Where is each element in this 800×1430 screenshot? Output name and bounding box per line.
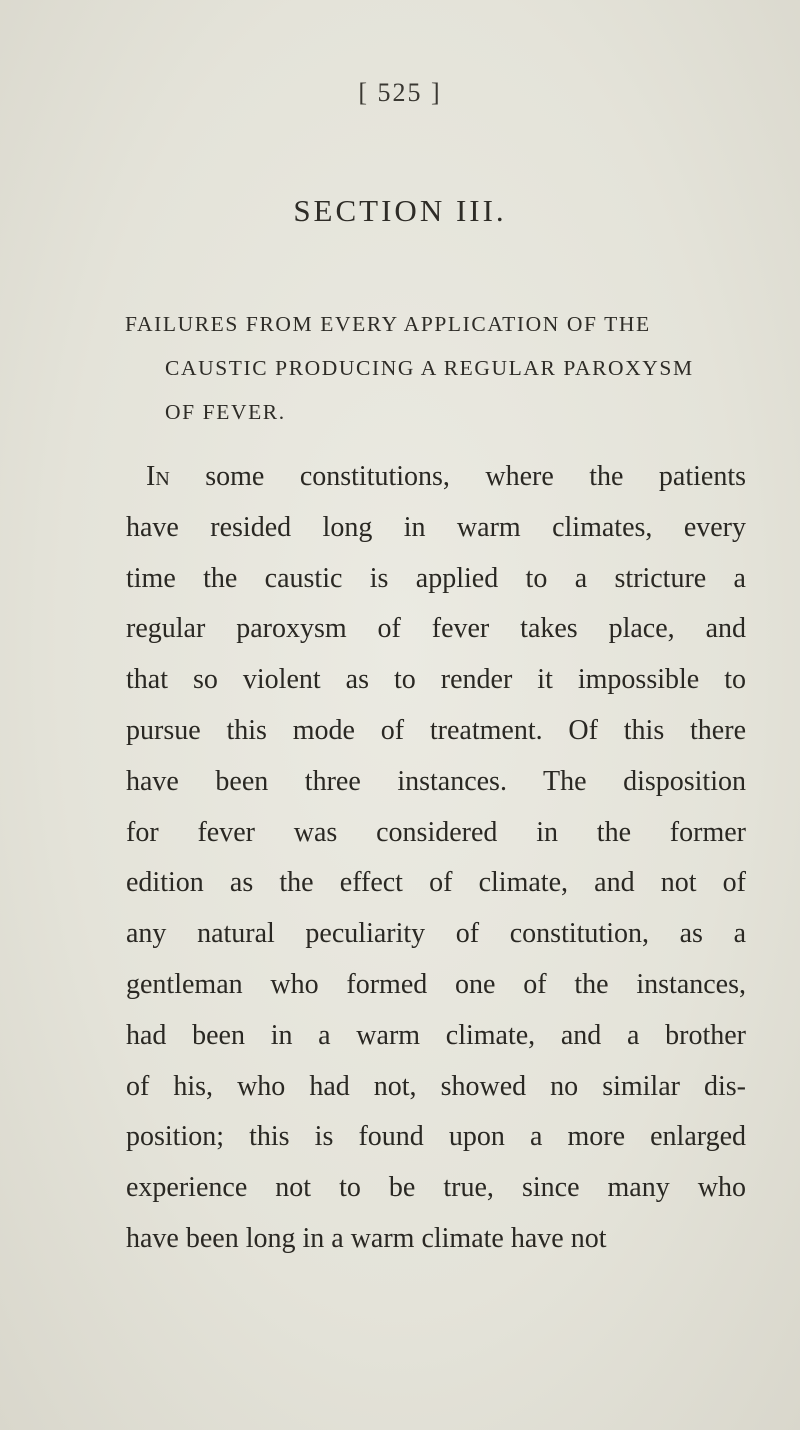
body-line: had been in a warm climate, and a brother [126, 1019, 746, 1051]
subtitle-line: OF FEVER. [165, 400, 286, 424]
body-line: gentleman who formed one of the instances, [126, 968, 746, 1000]
body-line: have resided long in warm climates, every [126, 511, 746, 543]
body-line: pursue this mode of treatment. Of this there [126, 714, 746, 746]
body-line: regular paroxysm of fever takes place, and [126, 613, 746, 645]
body-line: time the caustic is applied to a stricture a [126, 562, 746, 594]
subtitle-line: CAUSTIC PRODUCING A REGULAR PAROXYSM [165, 356, 694, 380]
body-line: position; this is found upon a more enlarged [126, 1121, 746, 1153]
subtitle-line: FAILURES FROM EVERY APPLICATION OF THE [125, 312, 651, 336]
drop-word: In [146, 461, 170, 492]
body-line: any natural peculiarity of constitution, as a [126, 918, 746, 950]
section-subtitle [125, 302, 740, 434]
body-line: edition as the effect of climate, and not of [126, 867, 746, 899]
body-paragraph [126, 452, 746, 1265]
body-line: that so violent as to render it impossible to [126, 664, 746, 696]
body-line: experience not to be true, since many who [126, 1172, 746, 1204]
body-line: of his, who had not, showed no similar dis- [126, 1070, 746, 1102]
section-title: SECTION III. [293, 193, 507, 228]
body-line [126, 452, 746, 503]
body-line-text: some constitutions, where the patients [205, 461, 747, 492]
page-number: [ 525 ] [358, 78, 442, 107]
body-line: have been three instances. The disposition [126, 765, 746, 797]
body-line: for fever was considered in the former [126, 816, 746, 848]
body-line: have been long in a warm climate have not [126, 1222, 607, 1254]
